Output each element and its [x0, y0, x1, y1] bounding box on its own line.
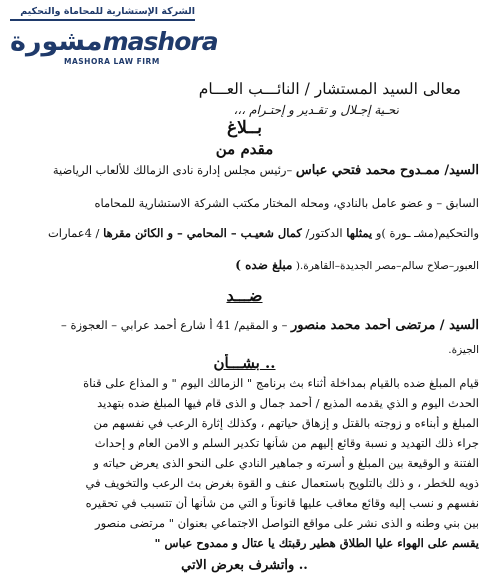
complainant-address: العبور–صلاح سالم–مصر الجديدة–القاهرة.(: [295, 260, 479, 272]
subject-label: بشـــأن ..: [213, 354, 276, 372]
firm-logo: [10, 26, 218, 57]
doctor-label: الدكتور/: [305, 226, 343, 240]
body-line: جراء ذلك التهديد و نسبة وقائع إليهم من شأنها تكدير السلم و الامن العام و إحداث: [94, 436, 479, 450]
against-label: ضـــد: [226, 286, 263, 305]
respondent-address: – و المقيم/ 41 أ شارع أحمد عرابي – العجوزة –: [61, 318, 288, 332]
body-line: الفتنة و الوقيعة بين المبلغ و أسرته و جماهير النادي على النحو الذى يعرض حياته و: [93, 456, 479, 470]
firm-name: الشركة الإستشارية للمحاماة والتحكيم: [20, 6, 195, 17]
body-line: يقسم على الهواء عليا الطلاق هطير رقبتك يا عتال و ممدوح عباس ": [154, 536, 479, 550]
respondent-line-2: الجيزة.: [448, 344, 479, 356]
complainant-line-2: السابق – و عضو عامل بالنادي، ومحله المختار مكتب الشركة الاستشارية للمحاماه: [94, 196, 479, 210]
letterhead: [10, 6, 218, 78]
body-line: الحدث اليوم و الذي يقدمه المذيع / أحمد جمال و الذى قام فيها المبلغ ضده بتهديد: [97, 396, 479, 410]
body-line: قيام المبلغ ضده بالقيام بمداخلة أثناء بث برنامج " الزمالك اليوم " و المذاع على قناة: [83, 376, 479, 390]
body-line: ذويه للخطر ، و ذلك بالتلويح باستعمال عنف و القوة بغرض بث الرعب والتخويف في: [85, 476, 479, 490]
logo-english: mashora: [102, 27, 218, 56]
from-label: مقدم من: [215, 140, 274, 158]
complainant-line-4: [10, 258, 479, 272]
body-line: بين بني وطنه و الذى نشر على مواقع التواصل الاجتماعي بعنوان " مرتضى منصور: [95, 516, 479, 530]
letterhead-rule: [10, 19, 195, 21]
closing-line: وأتشرف بعرض الاتي ..: [181, 558, 308, 573]
logo-subtitle: MASHORA LAW FIRM: [64, 57, 160, 66]
represented-by: يمثلها: [346, 226, 373, 240]
document-title: بــلاغ: [227, 118, 262, 138]
body-line: نفسهم و نسب إليه وقائع معاقب عليها قانوناً و التي من شأنها أن تتسبب في تحقيره: [85, 496, 479, 510]
complainant-line-1: [10, 163, 479, 178]
complainant-title: –رئيس مجلس إدارة نادى الزمالك للألعاب الرياضية: [52, 163, 293, 177]
address-start: / 4عمارات: [47, 226, 100, 240]
complainant-firm: والتحكيم(مشـ ـورة )و: [375, 226, 479, 240]
respondent-line-1: [10, 318, 479, 333]
complainant-role: مبلغ ضده ): [235, 258, 293, 272]
logo-arabic: مشورة: [10, 26, 103, 57]
body-line: المبلغ و أبناءه و زوجته بالقتل و إزهاق حياتهم ، وكذلك إثارة الرعب في نفسهم من: [93, 416, 479, 430]
complainant-name: السيد/ ممـدوح محمد فتحي عباس: [295, 163, 479, 178]
addressee: معالى السيد المستشار / النائـــب العـــام: [198, 80, 461, 98]
respondent-name: السيد / مرتضى أحمد محمد منصور: [291, 318, 479, 333]
complainant-line-3: [10, 226, 479, 240]
greeting: تحـية إجـلال و تقـدير و إحتـرام ،،،: [233, 103, 399, 117]
lawyer-name: كمال شعيـب – المحامي – و الكائن مقرها: [103, 226, 302, 240]
